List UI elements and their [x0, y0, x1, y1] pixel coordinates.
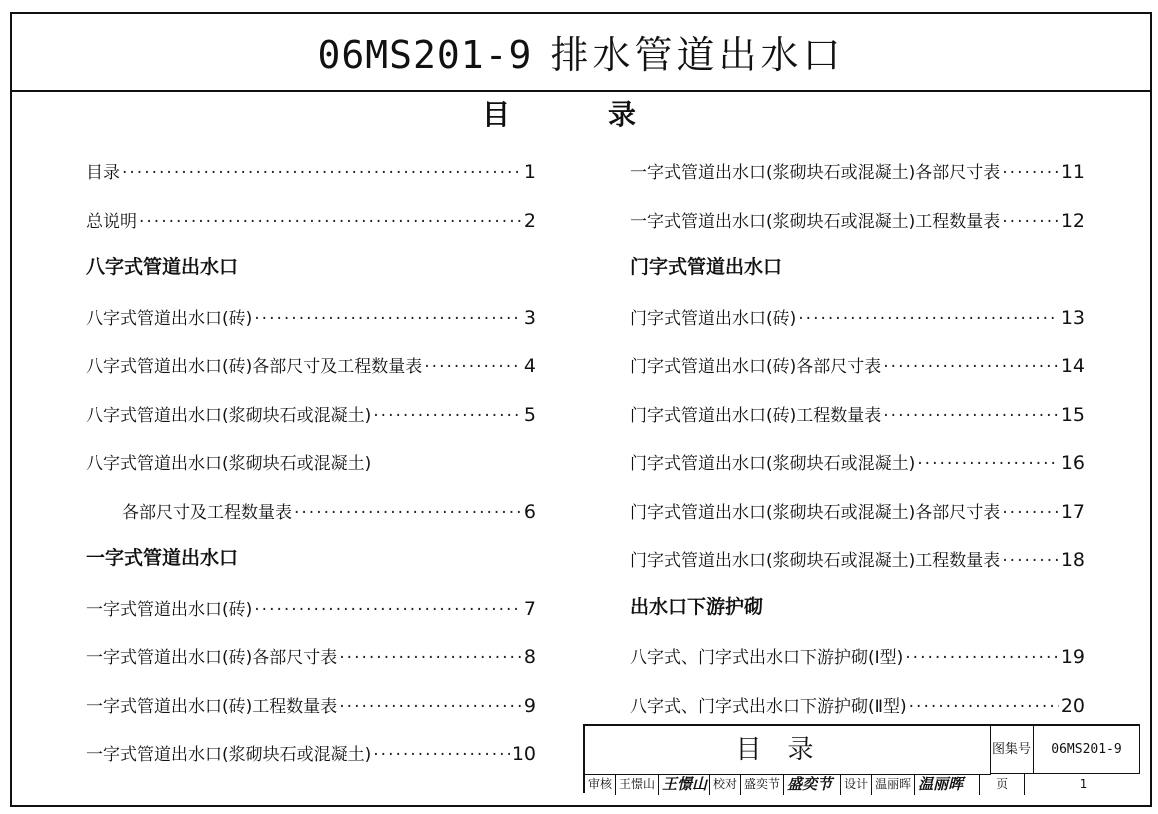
toc-entry[interactable]	[630, 546, 1085, 571]
toc-entry[interactable]	[630, 498, 1085, 523]
toc-leader-dots	[883, 406, 1059, 426]
toc-entry-label: 一字式管道出水口(浆砌块石或混凝土)工程数量表	[630, 211, 1001, 232]
toc-leader-dots	[139, 212, 522, 232]
toc-page-number: 3	[523, 306, 536, 329]
toc-entry[interactable]	[630, 352, 1085, 377]
toc-entry[interactable]	[86, 740, 536, 765]
toc-entry[interactable]	[86, 692, 536, 717]
toc-entry-label: 总说明	[86, 211, 137, 232]
atlas-code: 06MS201-9	[317, 33, 533, 77]
toc-page-number: 2	[523, 209, 536, 232]
toc-page-number: 13	[1060, 306, 1085, 329]
toc-leader-dots	[1002, 503, 1059, 523]
toc-entry-label: 一字式管道出水口(砖)	[86, 599, 253, 620]
atlas-no-value: 06MS201-9	[1034, 726, 1140, 774]
toc-entry[interactable]	[630, 692, 1085, 717]
toc-page-number: 4	[523, 355, 536, 377]
toc-entry[interactable]	[630, 449, 1085, 474]
toc-entry[interactable]	[86, 304, 536, 329]
toc-entry[interactable]	[630, 401, 1085, 426]
review-name: 王憬山	[616, 774, 659, 795]
toc-entry-label: 门字式管道出水口(浆砌块石或混凝土)工程数量表	[630, 551, 1001, 571]
toc-page-number: 7	[523, 597, 536, 620]
toc-page-number: 10	[511, 743, 536, 765]
toc-entry[interactable]	[86, 158, 536, 183]
toc-page-number: 8	[523, 646, 536, 668]
toc-entry-label: 一字式管道出水口(砖)各部尺寸表	[86, 648, 338, 668]
toc-entry-label: 门字式管道出水口(浆砌块石或混凝土)各部尺寸表	[630, 502, 1001, 523]
toc-leader-dots	[909, 697, 1059, 717]
toc-leader-dots	[339, 697, 522, 717]
toc-page-number: 12	[1060, 209, 1085, 232]
toc-page-number: 1	[523, 161, 536, 183]
toc-entry-label: 八字式、门字式出水口下游护砌(Ⅰ型)	[630, 648, 904, 668]
review-label: 审核	[585, 774, 616, 795]
page-title	[318, 24, 845, 79]
page-number: 1	[1079, 777, 1088, 791]
toc-leader-dots	[905, 648, 1059, 668]
toc-section-heading: 一字式管道出水口	[86, 547, 239, 569]
toc-leader-dots	[373, 745, 510, 765]
toc-entry-label: 一字式管道出水口(浆砌块石或混凝土)	[86, 745, 372, 765]
toc-leader-dots	[373, 406, 522, 426]
check-signature: 盛奕节	[784, 774, 841, 795]
toc-entry[interactable]	[86, 352, 536, 377]
design-signature: 温丽晖	[915, 774, 980, 795]
toc-entry-continued	[86, 449, 371, 474]
toc-page-number: 18	[1060, 549, 1085, 571]
design-name: 温丽晖	[872, 774, 915, 795]
toc-leader-dots	[917, 454, 1059, 474]
toc-entry-label: 八字式管道出水口(浆砌块石或混凝土)	[86, 454, 372, 474]
title-block-main: 目录	[585, 726, 991, 775]
toc-page-number: 5	[523, 403, 536, 426]
toc-page-number: 17	[1060, 500, 1085, 523]
toc-section-heading: 八字式管道出水口	[86, 256, 239, 278]
atlas-name: 排水管道出水口	[550, 33, 845, 77]
toc-leader-dots	[883, 357, 1059, 377]
title-bar	[12, 14, 1150, 92]
toc-page-number: 11	[1060, 161, 1085, 183]
review-signature: 王憬山	[659, 774, 710, 795]
toc-leader-dots	[254, 600, 522, 620]
design-label: 设计	[841, 774, 872, 795]
toc-leader-dots	[339, 648, 522, 668]
toc-entry-label: 门字式管道出水口(浆砌块石或混凝土)	[630, 454, 916, 474]
toc-leader-dots	[294, 503, 522, 523]
toc-entry-label: 各部尺寸及工程数量表	[122, 502, 292, 523]
toc-entry-label: 目录	[86, 163, 120, 183]
toc-entry[interactable]	[630, 643, 1085, 668]
atlas-no-label: 图集号	[990, 726, 1034, 774]
toc-leader-dots	[424, 357, 522, 377]
toc-entry-label: 八字式管道出水口(浆砌块石或混凝土)	[86, 405, 372, 426]
toc-entry[interactable]	[86, 595, 536, 620]
check-label: 校对	[710, 774, 741, 795]
toc-entry-label: 一字式管道出水口(砖)工程数量表	[86, 696, 338, 717]
toc-section-heading: 门字式管道出水口	[630, 256, 783, 278]
toc-leader-dots	[254, 309, 522, 329]
toc-entry-label: 八字式管道出水口(砖)	[86, 308, 253, 329]
toc-entry-label: 一字式管道出水口(浆砌块石或混凝土)各部尺寸表	[630, 163, 1001, 183]
toc-section-heading: 出水口下游护砌	[630, 595, 764, 618]
toc-entry-label: 门字式管道出水口(砖)工程数量表	[630, 405, 882, 426]
toc-entry-label: 八字式、门字式出水口下游护砌(Ⅱ型)	[630, 696, 907, 717]
toc-entry[interactable]	[630, 158, 1085, 183]
toc-page-number: 9	[523, 694, 536, 717]
toc-entry[interactable]	[630, 207, 1085, 232]
title-block	[583, 724, 1140, 793]
toc-heading-right: 录	[608, 98, 637, 131]
toc-page-number: 6	[523, 500, 536, 523]
toc-leader-dots	[1002, 163, 1059, 183]
toc-entry[interactable]	[86, 643, 536, 668]
toc-page-number: 20	[1060, 694, 1085, 717]
toc-entry-label: 门字式管道出水口(砖)	[630, 308, 797, 329]
toc-heading-left: 目	[482, 98, 511, 131]
toc-leader-dots	[122, 163, 522, 183]
toc-entry[interactable]	[86, 207, 536, 232]
toc-entry[interactable]	[630, 304, 1085, 329]
toc-entry-label: 门字式管道出水口(砖)各部尺寸表	[630, 357, 882, 377]
toc-leader-dots	[1002, 212, 1059, 232]
check-name: 盛奕节	[741, 774, 784, 795]
toc-entry-label: 八字式管道出水口(砖)各部尺寸及工程数量表	[86, 357, 423, 377]
toc-page-number: 16	[1060, 452, 1085, 474]
title-block-signatures	[585, 774, 1142, 795]
toc-page-number: 15	[1060, 403, 1085, 426]
toc-leader-dots	[798, 309, 1059, 329]
toc-entry[interactable]	[122, 498, 536, 523]
toc-page-number: 19	[1060, 646, 1085, 668]
toc-leader-dots	[1002, 551, 1059, 571]
toc-page-number: 14	[1060, 355, 1085, 377]
page-label: 页	[980, 774, 1025, 795]
toc-entry[interactable]	[86, 401, 536, 426]
